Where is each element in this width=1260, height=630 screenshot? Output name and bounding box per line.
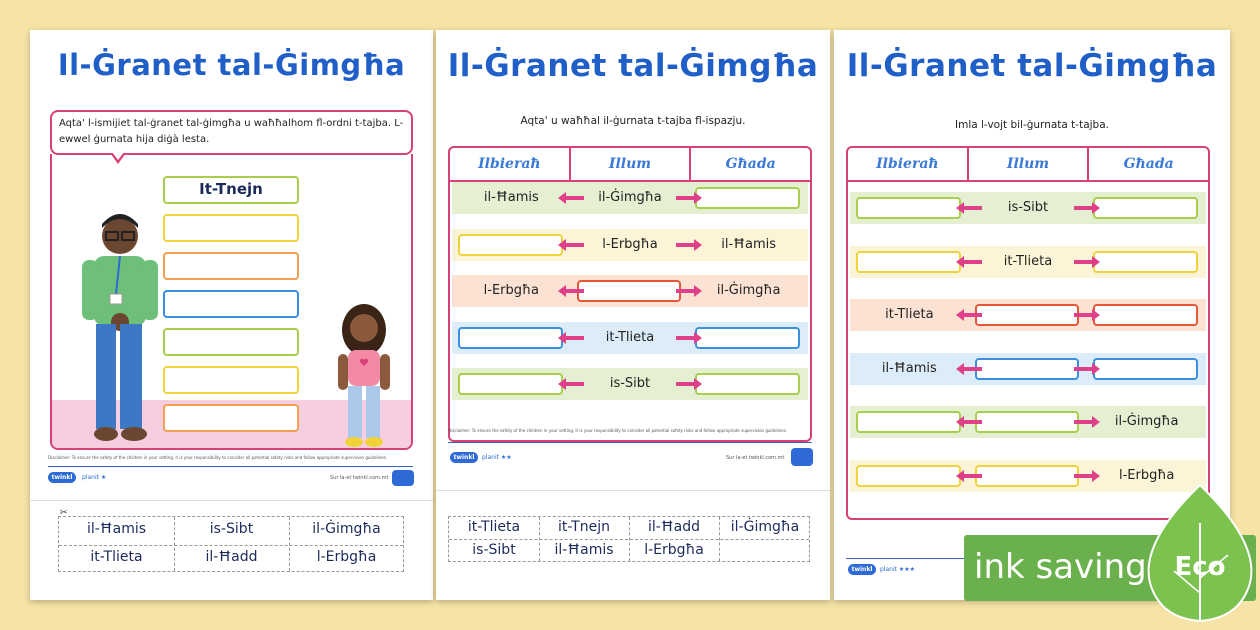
ink-saving-text: ink saving [974, 547, 1147, 587]
eco-badge-text: Eco [1174, 552, 1226, 582]
twinkl-logo: twinkl [848, 564, 876, 575]
right-arrow-icon [674, 377, 704, 391]
right-arrow-icon [674, 238, 704, 252]
header-today: Illum [969, 148, 1090, 180]
answer-box[interactable] [458, 327, 563, 349]
right-arrow-icon [1072, 415, 1102, 429]
word-card[interactable]: il-Ħadd [205, 549, 258, 565]
right-arrow-icon [674, 191, 704, 205]
day-label: il-Ħamis [483, 190, 539, 205]
answer-box[interactable] [1093, 197, 1198, 219]
right-arrow-icon [674, 284, 704, 298]
planit-label: planit ★ [82, 474, 107, 481]
girl-illustration [330, 302, 400, 452]
answer-box[interactable] [975, 304, 1080, 326]
left-arrow-icon [954, 362, 984, 376]
header-yesterday: Ilbieraħ [848, 148, 969, 180]
instruction-text: Imla l-vojt bil-ġurnata t-tajba. [955, 119, 1109, 131]
disclaimer: Disclaimer: To ensure the safety of the children in your setting, it is your responsibility to consider all potential safety risks and follow appropriate supervision guidelines. [48, 455, 388, 460]
left-arrow-icon [556, 284, 586, 298]
table-row [452, 275, 808, 307]
right-arrow-icon [1072, 255, 1102, 269]
answer-box[interactable] [856, 465, 961, 487]
left-arrow-icon [556, 331, 586, 345]
answer-box[interactable] [1093, 358, 1198, 380]
header-tomorrow: Għada [725, 156, 776, 172]
disclaimer: Disclaimer: To ensure the safety of the children in your setting, it is your responsibility to consider all potential safety risks and follow appropriate supervision guidelines. [448, 428, 788, 433]
teacher-illustration [72, 204, 162, 454]
word-bank [448, 516, 810, 562]
header-today: Illum [571, 148, 692, 180]
answer-box[interactable] [975, 465, 1080, 487]
table-row [850, 246, 1206, 278]
answer-box[interactable] [577, 280, 682, 302]
day-label: l-Erbgħa [483, 283, 540, 298]
word-card[interactable]: l-Erbgħa [316, 549, 377, 565]
badge-logo [791, 448, 813, 466]
header-tomorrow: Għada [1123, 156, 1174, 172]
answer-box[interactable] [458, 234, 563, 256]
right-arrow-icon [1072, 362, 1102, 376]
word-card[interactable]: is-Sibt [209, 521, 254, 537]
word-card[interactable]: il-Ġimgħa [312, 521, 381, 537]
instruction-text: Aqta' u waħħal il-ġurnata t-tajba fl-ispazju. [520, 115, 746, 127]
answer-box[interactable] [163, 366, 299, 394]
answer-box[interactable] [163, 252, 299, 280]
answer-box[interactable] [458, 373, 563, 395]
answer-box[interactable] [163, 404, 299, 432]
left-arrow-icon [556, 238, 586, 252]
eco-leaf-icon [1140, 483, 1260, 623]
site-label: Sur la-et twinkl.com.mt [330, 475, 389, 481]
day-label: il-Ħamis [881, 360, 937, 376]
scissors-icon: ✂ [60, 508, 68, 518]
left-arrow-icon [954, 308, 984, 322]
day-label: il-Ġimgħa [598, 190, 662, 205]
word-card[interactable]: it-Tlieta [90, 549, 143, 565]
table-row [850, 406, 1206, 438]
worksheet-2 [436, 30, 830, 600]
table-row [452, 182, 808, 214]
worksheet-1 [30, 30, 433, 600]
speech-text: Aqta' l-ismijiet tal-ġranet tal-ġimgħa u waħħalhom fl-ordni t-tajba. L-ewwel ġurnata hija diġà lesta. [59, 118, 404, 145]
worksheet-title: Il-Ġranet tal-Ġimgħa [57, 48, 406, 82]
word-card[interactable]: is-Sibt [472, 542, 516, 558]
table-row [452, 368, 808, 400]
badge-logo [392, 470, 414, 486]
worksheet-title: Il-Ġranet tal-Ġimgħa [447, 48, 819, 84]
footer-line [48, 466, 413, 467]
day-label: it-Tlieta [1003, 253, 1053, 269]
answer-box[interactable] [695, 373, 800, 395]
answer-box[interactable] [1093, 251, 1198, 273]
word-card[interactable]: it-Tnejn [558, 519, 610, 535]
table-row [850, 192, 1206, 224]
day-box-first: It-Tnejn [163, 176, 299, 204]
twinkl-logo: twinkl [450, 452, 478, 463]
answer-box[interactable] [163, 290, 299, 318]
table-row [452, 229, 808, 261]
answer-box[interactable] [695, 187, 800, 209]
word-card[interactable]: il-Ġimgħa [730, 519, 800, 535]
day-label: l-Erbgħa [1118, 467, 1175, 483]
day-label: is-Sibt [609, 376, 651, 391]
days-table [448, 146, 812, 442]
footer-line [846, 558, 976, 559]
answer-box[interactable] [975, 358, 1080, 380]
header-yesterday: Ilbieraħ [450, 148, 571, 180]
table-row [850, 353, 1206, 385]
word-bank [58, 516, 404, 572]
answer-box[interactable] [975, 411, 1080, 433]
day-label: is-Sibt [1007, 200, 1049, 215]
right-arrow-icon [1072, 469, 1102, 483]
table-row [452, 322, 808, 354]
twinkl-logo: twinkl [48, 472, 76, 483]
left-arrow-icon [954, 255, 984, 269]
right-arrow-icon [1072, 308, 1102, 322]
worksheet-title: Il-Ġranet tal-Ġimgħa [846, 48, 1218, 84]
speech-bubble [50, 110, 413, 155]
answer-box[interactable] [163, 214, 299, 242]
word-card[interactable]: il-Ħadd [647, 519, 700, 535]
right-arrow-icon [674, 331, 704, 345]
planit-label: planit ★★★ [880, 566, 916, 573]
answer-box[interactable] [695, 327, 800, 349]
right-arrow-icon [1072, 201, 1102, 215]
answer-box[interactable] [856, 411, 961, 433]
day-label: l-Erbgħa [602, 236, 658, 252]
answer-box[interactable] [856, 197, 961, 219]
answer-box[interactable] [856, 251, 961, 273]
answer-box[interactable] [1093, 304, 1198, 326]
day-label: il-Ħamis [721, 236, 777, 252]
day-label: it-Tlieta [605, 329, 655, 345]
day-label: il-Ġimgħa [1114, 414, 1179, 429]
word-card[interactable]: l-Erbgħa [644, 542, 704, 558]
table-row [850, 299, 1206, 331]
days-table [846, 146, 1210, 520]
word-card[interactable]: it-Tlieta [467, 519, 521, 535]
word-card[interactable]: il-Ħamis [86, 521, 147, 537]
left-arrow-icon [954, 201, 984, 215]
site-label: Sur la-et twinkl.com.mt [726, 455, 785, 461]
left-arrow-icon [954, 415, 984, 429]
answer-box[interactable] [163, 328, 299, 356]
left-arrow-icon [954, 469, 984, 483]
planit-label: planit ★★ [482, 454, 512, 461]
left-arrow-icon [556, 377, 586, 391]
footer-line [448, 442, 812, 443]
word-card[interactable]: il-Ħamis [554, 542, 614, 558]
day-label: it-Tlieta [885, 307, 934, 322]
day-label: il-Ġimgħa [716, 283, 781, 298]
left-arrow-icon [556, 191, 586, 205]
